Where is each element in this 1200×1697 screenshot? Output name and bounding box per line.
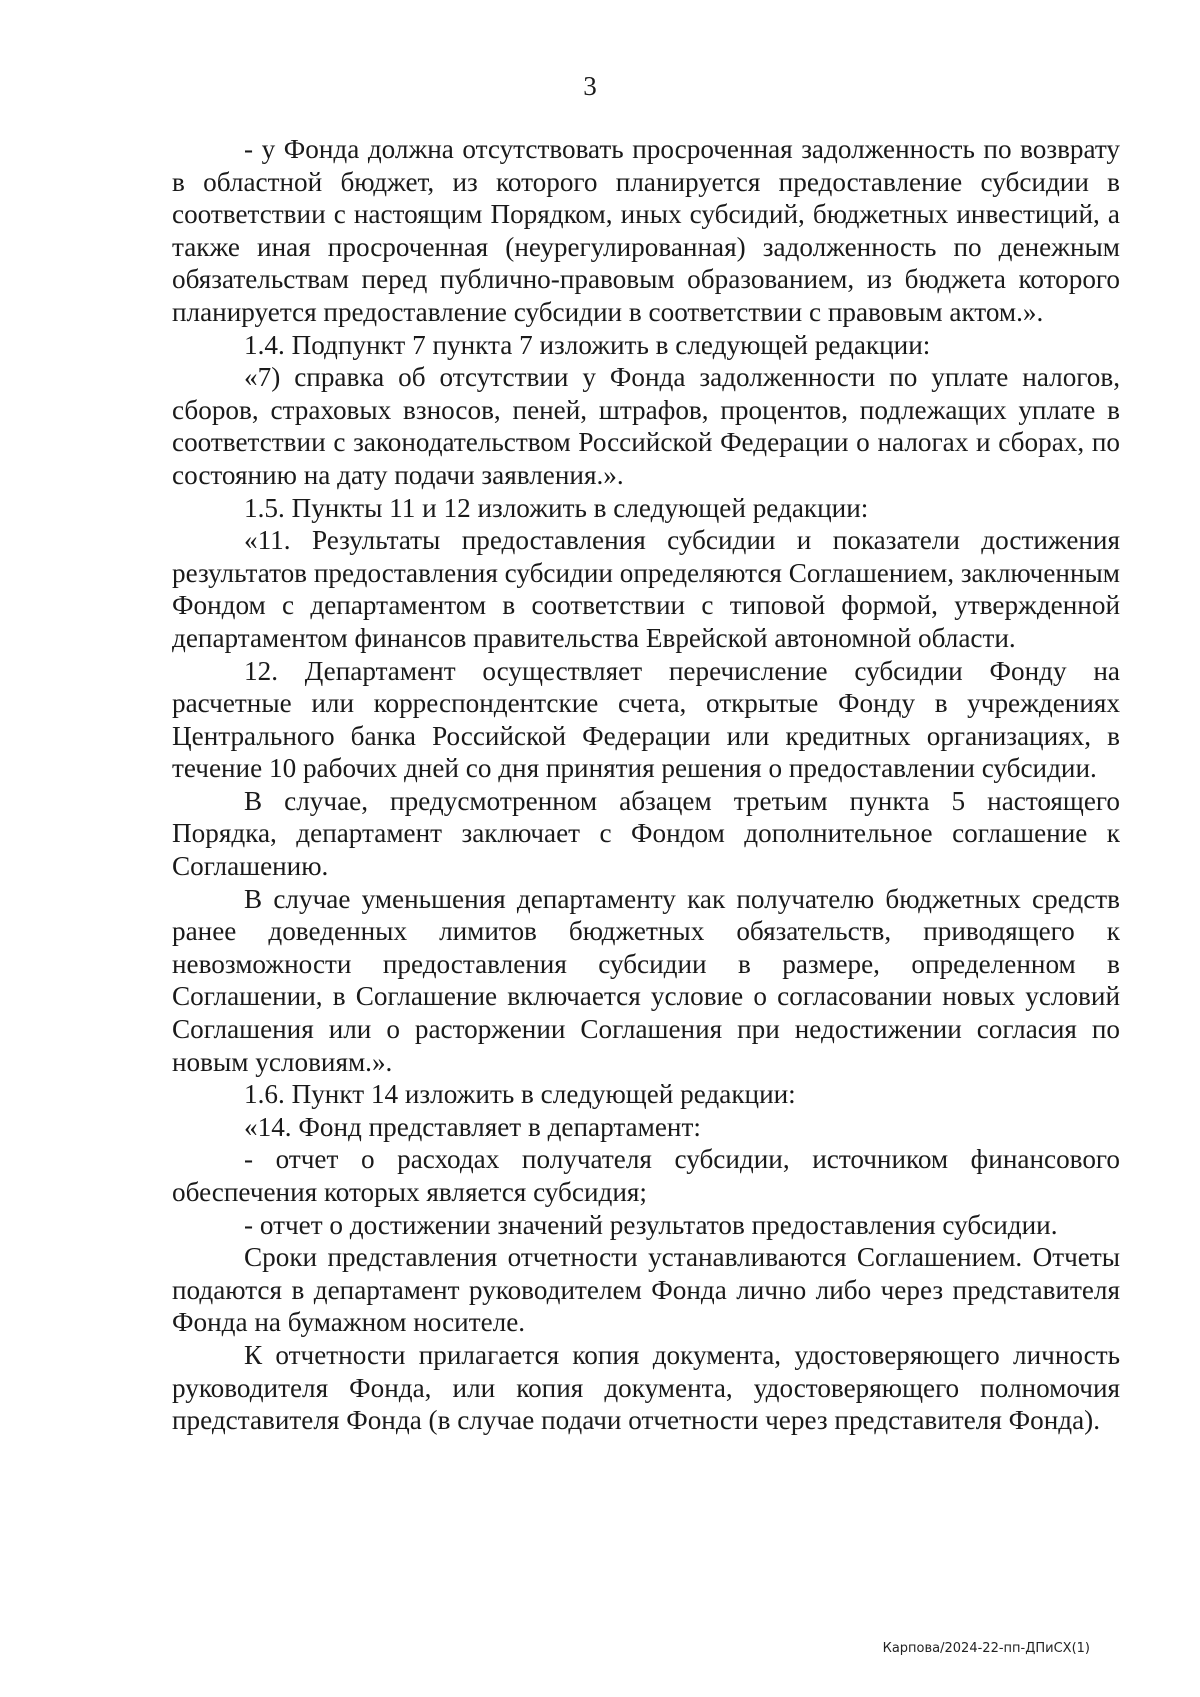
paragraph: В случае, предусмотренном абзацем третьим пункта 5 настоящего Порядка, департамент заключает с Фондом дополнительное соглашение к Соглашению.	[172, 785, 1120, 882]
paragraph: «7) справка об отсутствии у Фонда задолженности по уплате налогов, сборов, страховых взносов, пеней, штрафов, процентов, подлежащих уплате в соответствии с законодательством Российской Федерации о налогах и сборах, по состоянию на дату подачи заявления.».	[172, 362, 1120, 490]
paragraph: «14. Фонд представляет в департамент:	[244, 1111, 701, 1142]
page-number: 3	[583, 71, 597, 101]
paragraph: 1.5. Пункты 11 и 12 изложить в следующей редакции:	[244, 492, 869, 523]
paragraph: В случае уменьшения департаменту как получателю бюджетных средств ранее доведенных лимитов бюджетных обязательств, приводящего к невозможности предоставления субсидии в размере, определенном в Соглашении, в Соглашение включается условие о согласовании новых условий Соглашения или о расторжении Соглашения при недостижении согласия по новым условиям.».	[172, 883, 1120, 1077]
document-body	[172, 133, 1120, 1437]
paragraph: Сроки представления отчетности устанавливаются Соглашением. Отчеты подаются в департамент руководителем Фонда лично либо через представителя Фонда на бумажном носителе.	[172, 1242, 1120, 1338]
paragraph: «11. Результаты предоставления субсидии и показатели достижения результатов предоставления субсидии определяются Соглашением, заключенным Фондом с департаментом в соответствии с типовой формой, утвержденной департаментом финансов правительства Еврейской автономной области.	[172, 525, 1120, 653]
paragraph: - у Фонда должна отсутствовать просроченная задолженность по возврату в областной бюджет, из которого планируется предоставление субсидии в соответствии с настоящим Порядком, иных субсидий, бюджетных инвестиций, а также иная просроченная (неурегулированная) задолженность по денежным обязательствам перед публично-правовым образованием, из бюджета которого планируется предоставление субсидии в соответствии с правовым актом.».	[172, 134, 1120, 327]
paragraph: 12. Департамент осуществляет перечисление субсидии Фонду на расчетные или корреспондентские счета, открытые Фонду в учреждениях Центрального банка Российской Федерации или кредитных организациях, в течение 10 рабочих дней со дня принятия решения о предоставлении субсидии.	[172, 655, 1120, 784]
paragraph: - отчет о достижении значений результатов предоставления субсидии.	[244, 1209, 1058, 1240]
footer-document-code: Карпова/2024-22-пп-ДПиСХ(1)	[882, 1641, 1090, 1656]
paragraph: К отчетности прилагается копия документа, удостоверяющего личность руководителя Фонда, или копия документа, удостоверяющего полномочия представителя Фонда (в случае подачи отчетности через представителя Фонда).	[172, 1339, 1120, 1436]
paragraph: 1.4. Подпункт 7 пункта 7 изложить в следующей редакции:	[244, 329, 931, 360]
paragraph: - отчет о расходах получателя субсидии, источником финансового обеспечения которых является субсидия;	[172, 1144, 1120, 1207]
paragraph: 1.6. Пункт 14 изложить в следующей редакции:	[244, 1079, 796, 1110]
